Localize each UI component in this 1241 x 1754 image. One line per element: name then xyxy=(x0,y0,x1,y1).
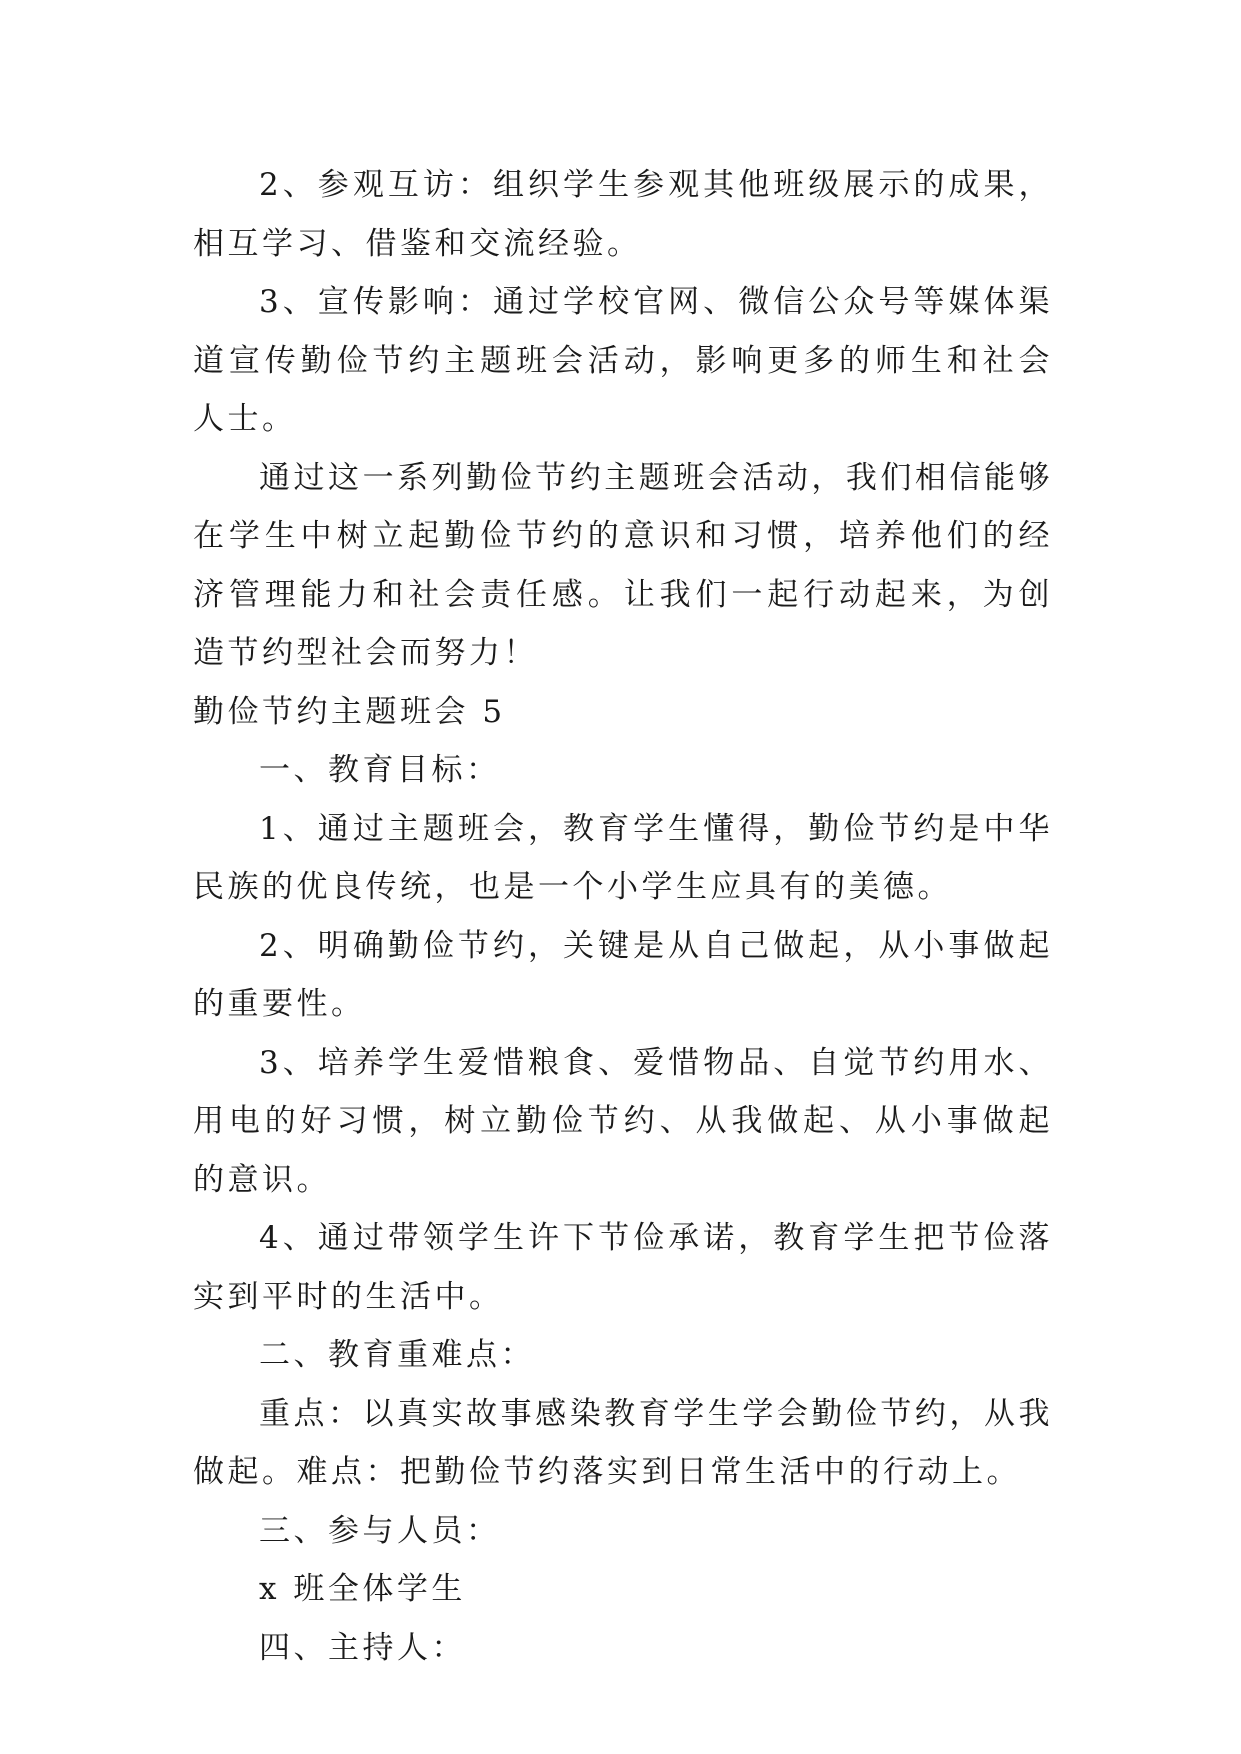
paragraph-goal-1: 1、通过主题班会，教育学生懂得，勤俭节约是中华民族的优良传统，也是一个小学生应具有的美德。 xyxy=(193,810,1053,905)
document-body xyxy=(193,156,1053,1677)
paragraph-goal-3: 3、培养学生爱惜粮食、爱惜物品、自觉节约用水、用电的好习惯，树立勤俭节约、从我做起、从小事做起的意识。 xyxy=(193,1044,1053,1198)
paragraph-visit-exchange: 2、参观互访：组织学生参观其他班级展示的成果，相互学习、借鉴和交流经验。 xyxy=(193,167,1053,262)
paragraph-participants: x 班全体学生 xyxy=(259,1571,466,1607)
paragraph-publicity: 3、宣传影响：通过学校官网、微信公众号等媒体渠道宣传勤俭节约主题班会活动，影响更多的师生和社会人士。 xyxy=(193,284,1053,437)
paragraph-key-points: 重点：以真实故事感染教育学生学会勤俭节约，从我做起。难点：把勤俭节约落实到日常生活中的行动上。 xyxy=(193,1395,1053,1490)
paragraph-conclusion: 通过这一系列勤俭节约主题班会活动，我们相信能够在学生中树立起勤俭节约的意识和习惯，培养他们的经济管理能力和社会责任感。让我们一起行动起来，为创造节约型社会而努力！ xyxy=(193,459,1053,671)
section-heading: 勤俭节约主题班会 5 xyxy=(193,693,506,730)
paragraph-participants-heading: 三、参与人员： xyxy=(259,1512,501,1549)
paragraph-education-goals-heading: 一、教育目标： xyxy=(259,752,501,788)
paragraph-host-heading: 四、主持人： xyxy=(259,1629,466,1666)
paragraph-goal-2: 2、明确勤俭节约，关键是从自己做起，从小事做起的重要性。 xyxy=(193,927,1053,1022)
paragraph-key-points-heading: 二、教育重难点： xyxy=(259,1337,535,1373)
paragraph-goal-4: 4、通过带领学生许下节俭承诺，教育学生把节俭落实到平时的生活中。 xyxy=(193,1220,1053,1315)
